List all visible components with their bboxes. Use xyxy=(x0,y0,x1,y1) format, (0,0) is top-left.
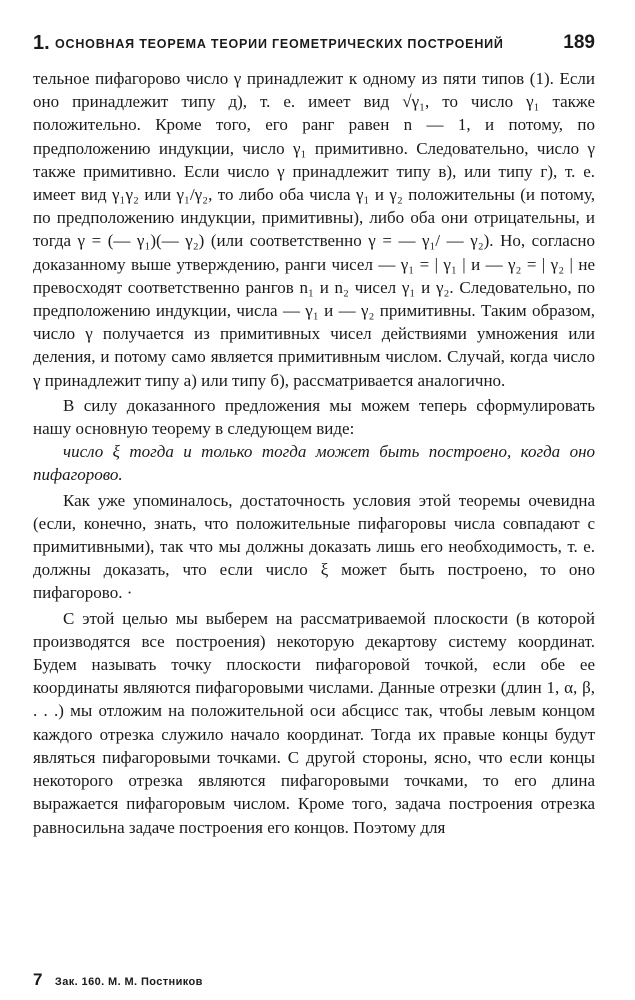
chapter-number: 1. xyxy=(33,32,50,54)
imprint-line: Зак. 160. М. М. Постников xyxy=(54,976,203,988)
signature-number: 7 xyxy=(33,970,43,989)
running-title: ОСНОВНАЯ ТЕОРЕМА ТЕОРИИ ГЕОМЕТРИЧЕСКИХ ПОСТРОЕНИЙ xyxy=(55,37,504,51)
paragraph-induction-proof: тельное пифагорово число γ принадлежит к одному из пяти типов (1). Если оно принадлежит типу д), т. е. имеет вид √γ₁, то число γ₁ также положительно. Кроме того, его ранг равен n — 1, и потому, по предположению индукции, число γ₁ примитивно. Следовательно, число γ также примитивно. Если число γ принадлежит типу в), или типу г), т. е. имеет вид γ₁γ₂ или γ₁/γ₂, то либо оба числа γ₁ и γ₂ положительны (и потому, по предположению индукции, примитивны), либо оба они отрицательны, и тогда γ = (— γ₁)(— γ₂) (или соответственно γ = — γ₁/ — γ₂). Но, согласно доказанному выше утверждению, ранги чисел — γ₁ = | γ₁ | и — γ₂ = | γ₂ | не превосходят соответственно рангов n₁ и n₂ чисел γ₁ и γ₂. Следовательно, по предположению индукции, числа — γ₁ и — γ₂ примитивны. Таким образом, число γ получается из примитивных чисел действиями умножения или деления, и потому само является примитивным числом. Случай, когда число γ принадлежит типу а) или типу б), рассматривается аналогично. xyxy=(33,69,595,390)
paragraph-coordinates: С этой целью мы выберем на рассматриваемой плоскости (в которой производятся все построения) некоторую декартову систему координат. Будем называть точку плоскости пифагоровой точкой, если обе ее координаты являются пифагоровыми числами. Данные отрезки (длин 1, α, β, . . .) мы отложим на положительной оси абсцисс так, чтобы левым концом каждого отрезка служило начало координат. Тогда их правые концы будут являться пифагоровыми точками. С другой стороны, ясно, что если концы некоторого отрезка являются пифагоровыми точками, то его длина выражается пифагоровым числом. Кроме того, задача построения отрезка равносильна задаче построения его концов. Поэтому для xyxy=(33,608,595,837)
theorem-text: число ξ тогда и только тогда может быть построено, когда оно пифагорово. xyxy=(33,442,595,485)
paragraph-sufficiency: Как уже упоминалось, достаточность условия этой теоремы очевидна (если, конечно, знать, что положительные пифагоровы числа совпадают с примитивными), так что мы должны доказать лишь его необходимость, т. е. должны доказать, что если число ξ может быть построено, то оно пифагорово. · xyxy=(33,490,595,603)
body-text xyxy=(33,67,595,839)
page-number: 189 xyxy=(563,32,595,53)
running-header xyxy=(33,32,595,58)
printer-signature xyxy=(33,970,203,992)
paragraph-reformulation: В силу доказанного предложения мы можем теперь сформулировать нашу основную теорему в следующем виде: xyxy=(33,395,595,439)
theorem-statement xyxy=(33,440,595,486)
